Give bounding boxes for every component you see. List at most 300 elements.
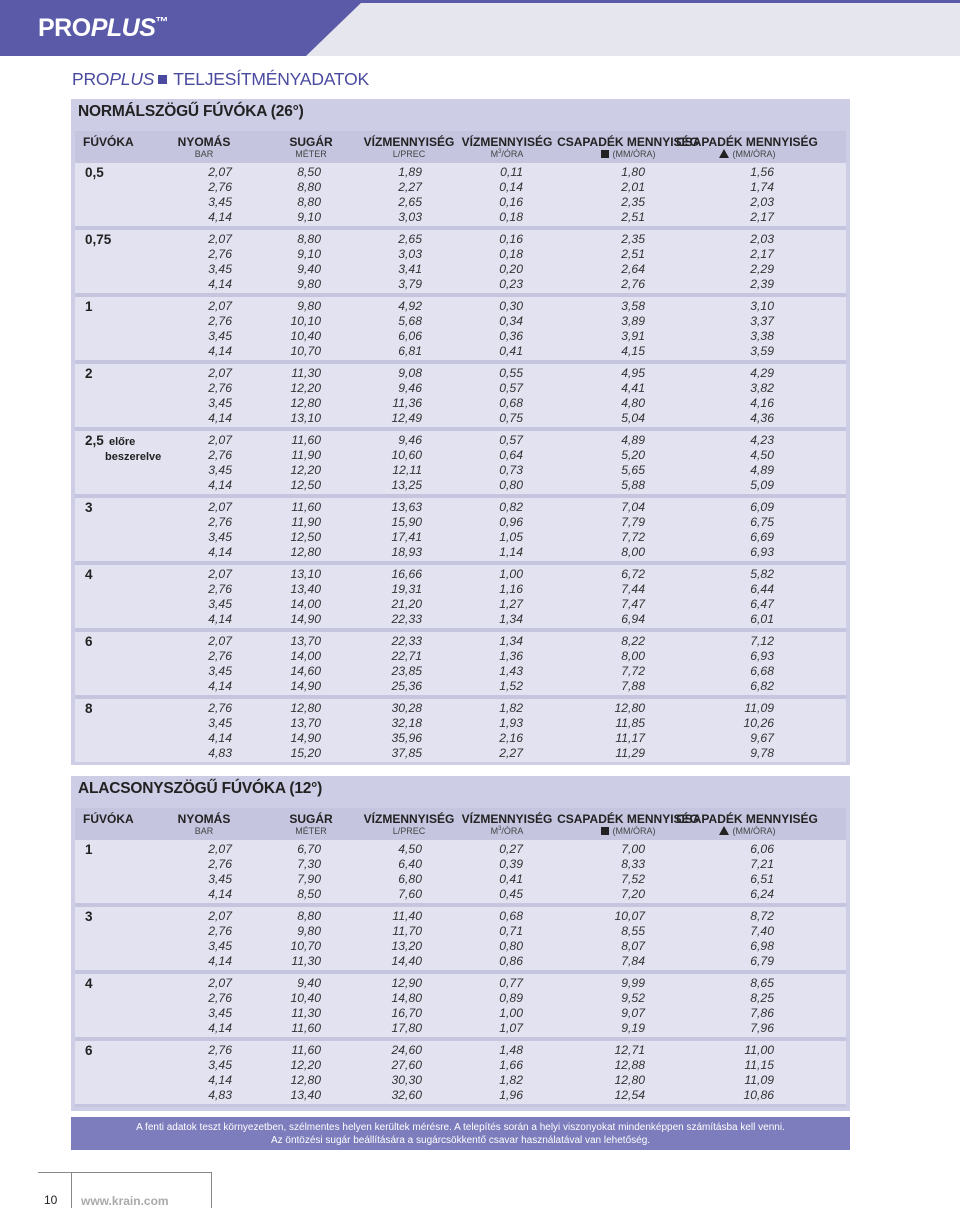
table-cell: 21,20	[391, 597, 422, 612]
nozzle-size: 0,5	[85, 165, 104, 180]
column-header: SUGÁR	[289, 135, 333, 149]
table-cell: 11,09	[744, 1073, 774, 1088]
table-cell: 1,43	[499, 664, 523, 679]
table-cell: 4,14	[208, 1073, 232, 1088]
table-cell: 0,57	[499, 381, 523, 396]
table-cell: 2,07	[208, 842, 232, 856]
table-cell: 12,80	[290, 396, 321, 411]
table-cell: 1,05	[499, 530, 523, 545]
table-cell: 12,20	[290, 381, 321, 396]
table-cell: 8,65	[750, 976, 774, 990]
table-cell: 23,85	[391, 664, 422, 679]
table-cell: 8,72	[750, 909, 774, 923]
nozzle-note: beszerelve	[105, 451, 162, 463]
table-cell: 8,00	[621, 545, 645, 560]
table-cell: 4,89	[621, 433, 645, 447]
nozzle-size: 6	[85, 1043, 93, 1058]
column-unit: (MM/ÓRA)	[548, 149, 708, 159]
column-unit: (MM/ÓRA)	[667, 149, 827, 159]
table-cell: 2,76	[208, 582, 232, 597]
table-cell: 2,35	[621, 232, 645, 246]
table-cell: 0,34	[499, 314, 523, 329]
table-cell: 1,96	[499, 1088, 523, 1103]
nozzle-group	[75, 297, 846, 360]
table-cell: 2,76	[208, 314, 232, 329]
table-cell: 11,30	[291, 954, 321, 969]
table-cell: 0,36	[499, 329, 523, 344]
table-cell: 4,14	[208, 679, 232, 694]
table-cell: 3,10	[750, 299, 774, 313]
table-cell: 2,65	[398, 195, 422, 210]
table-cell: 9,19	[621, 1021, 645, 1036]
table-cell: 4,16	[750, 396, 774, 411]
table-cell: 4,89	[750, 463, 774, 478]
nozzle-group	[75, 498, 846, 561]
table-cell: 14,60	[290, 664, 321, 679]
table-cell: 14,40	[391, 954, 422, 969]
table-cell: 8,00	[621, 649, 645, 664]
table-cell: 1,93	[499, 716, 523, 731]
square-marker-icon	[601, 827, 609, 835]
table-cell: 4,14	[208, 612, 232, 627]
nozzle-size: 4	[85, 567, 93, 582]
table-cell: 10,70	[290, 939, 321, 954]
column-header: VÍZMENNYISÉG	[363, 135, 455, 149]
table-cell: 5,20	[621, 448, 645, 463]
footer-url[interactable]: www.krain.com	[81, 1194, 169, 1208]
table-cell: 0,27	[499, 842, 523, 856]
table-cell: 14,80	[391, 991, 422, 1006]
table-cell: 5,82	[750, 567, 774, 581]
column-unit: (MM/ÓRA)	[667, 826, 827, 836]
table-cell: 11,36	[392, 396, 422, 411]
column-unit: BAR	[194, 149, 214, 159]
table-cell: 13,70	[290, 716, 321, 731]
triangle-marker-icon	[719, 149, 729, 158]
table-cell: 13,63	[391, 500, 422, 514]
table-cell: 12,71	[614, 1043, 645, 1057]
table-cell: 9,52	[621, 991, 645, 1006]
nozzle-size: 4	[85, 976, 93, 991]
table-cell: 12,80	[614, 1073, 645, 1088]
table-cell: 11,17	[615, 731, 645, 746]
nozzle-size: 0,75	[85, 232, 112, 247]
table-cell: 8,55	[621, 924, 645, 939]
nozzle-size: 3	[85, 500, 93, 515]
table-cell: 11,29	[615, 746, 645, 761]
table-cell: 1,00	[499, 1006, 523, 1021]
table-cell: 2,64	[621, 262, 645, 277]
table-cell: 6,44	[750, 582, 774, 597]
table-cell: 0,16	[499, 195, 523, 210]
table-cell: 14,90	[290, 612, 321, 627]
table-cell: 6,69	[750, 530, 774, 545]
table-cell: 2,65	[398, 232, 422, 246]
table-cell: 2,39	[750, 277, 774, 292]
table-cell: 4,29	[750, 366, 774, 380]
table-cell: 3,45	[208, 872, 232, 887]
nozzle-size: 2,5	[85, 433, 104, 448]
nozzle-group	[75, 632, 846, 695]
table-cell: 6,94	[621, 612, 645, 627]
table-cell: 2,76	[208, 857, 232, 872]
table-cell: 0,68	[499, 909, 523, 923]
table-cell: 0,20	[499, 262, 523, 277]
table-cell: 6,98	[750, 939, 774, 954]
table-cell: 2,17	[750, 210, 774, 225]
table-cell: 7,88	[621, 679, 645, 694]
table-cell: 8,80	[297, 909, 321, 923]
table-cell: 12,88	[614, 1058, 645, 1073]
table-cell: 9,99	[621, 976, 645, 990]
table-cell: 7,12	[750, 634, 774, 648]
table-cell: 1,07	[499, 1021, 523, 1036]
column-unit: $M^3$/ÓRA	[490, 149, 524, 159]
table-cell: 13,10	[290, 411, 321, 426]
table-cell: 6,40	[398, 857, 422, 872]
table-cell: 10,86	[743, 1088, 774, 1103]
column-header: VÍZMENNYISÉG	[461, 135, 553, 149]
column-unit: MÉTER	[295, 826, 327, 836]
table-cell: 1,80	[621, 165, 645, 179]
table-cell: 2,07	[208, 567, 232, 581]
table-cell: 11,90	[291, 515, 321, 530]
table-cell: 2,51	[621, 247, 645, 262]
table-cell: 6,72	[621, 567, 645, 581]
table-cell: 10,40	[290, 991, 321, 1006]
table-cell: 8,07	[621, 939, 645, 954]
table-cell: 3,45	[208, 262, 232, 277]
table-cell: 0,82	[499, 500, 523, 514]
table-cell: 2,29	[750, 262, 774, 277]
table-cell: 0,77	[499, 976, 523, 990]
table-cell: 0,75	[499, 411, 523, 426]
table-cell: 2,51	[621, 210, 645, 225]
column-header: FÚVÓKA	[83, 812, 134, 826]
table-cell: 4,15	[621, 344, 645, 359]
nozzle-group	[75, 565, 846, 628]
table-cell: 0,86	[499, 954, 523, 969]
table-cell: 3,45	[208, 463, 232, 478]
table-cell: 3,37	[750, 314, 774, 329]
table-cell: 7,00	[621, 842, 645, 856]
table-cell: 2,76	[208, 649, 232, 664]
table-cell: 11,30	[291, 366, 321, 380]
table-cell: 2,76	[208, 515, 232, 530]
table-cell: 12,20	[290, 1058, 321, 1073]
table-cell: 17,80	[391, 1021, 422, 1036]
table-cell: 0,41	[499, 872, 523, 887]
table-cell: 0,89	[499, 991, 523, 1006]
table-cell: 10,60	[391, 448, 422, 463]
column-header: FÚVÓKA	[83, 135, 134, 149]
column-unit: L/PREC	[392, 826, 426, 836]
brand-logo: PROPLUS™	[38, 14, 168, 42]
table-cell: 7,72	[621, 664, 645, 679]
table-cell: 11,00	[744, 1043, 774, 1057]
header-rule	[306, 0, 960, 3]
table-cell: 2,07	[208, 165, 232, 179]
table-cell: 3,45	[208, 716, 232, 731]
table-cell: 12,50	[290, 530, 321, 545]
table-cell: 3,03	[398, 247, 422, 262]
table-cell: 0,41	[499, 344, 523, 359]
table-cell: 6,06	[398, 329, 422, 344]
table-cell: 22,33	[391, 634, 422, 648]
table-cell: 10,40	[290, 329, 321, 344]
table-cell: 35,96	[391, 731, 422, 746]
table-cell: 6,68	[750, 664, 774, 679]
table-cell: 7,21	[750, 857, 774, 872]
table-cell: 0,39	[499, 857, 523, 872]
table-cell: 13,40	[290, 582, 321, 597]
table-cell: 2,03	[750, 195, 774, 210]
table-cell: 4,14	[208, 411, 232, 426]
table-cell: 22,71	[391, 649, 422, 664]
table-cell: 11,15	[744, 1058, 774, 1073]
table-cell: 9,80	[297, 924, 321, 939]
nozzle-group	[75, 431, 846, 494]
table-cell: 2,76	[208, 448, 232, 463]
table-cell: 30,28	[391, 701, 422, 715]
table-cell: 3,45	[208, 939, 232, 954]
table-cell: 9,10	[297, 210, 321, 225]
table-cell: 1,00	[499, 567, 523, 581]
table-cell: 6,01	[750, 612, 774, 627]
table-cell: 4,14	[208, 277, 232, 292]
table-cell: 10,70	[290, 344, 321, 359]
table-cell: 2,76	[208, 1043, 232, 1057]
table-cell: 2,76	[208, 247, 232, 262]
header-brand-angle	[306, 0, 364, 56]
column-header: CSAPADÉK MENNYISÉG	[676, 812, 818, 826]
table-cell: 4,50	[398, 842, 422, 856]
table-cell: 10,07	[614, 909, 645, 923]
table-cell: 4,36	[750, 411, 774, 426]
table-cell: 12,20	[290, 463, 321, 478]
table-cell: 7,20	[621, 887, 645, 902]
table-cell: 3,45	[208, 195, 232, 210]
column-header: VÍZMENNYISÉG	[461, 812, 553, 826]
table-cell: 1,56	[750, 165, 774, 179]
table-cell: 2,27	[398, 180, 422, 195]
table-cell: 22,33	[391, 612, 422, 627]
table-cell: 4,14	[208, 344, 232, 359]
table-cell: 6,80	[398, 872, 422, 887]
table-cell: 6,47	[750, 597, 774, 612]
table-cell: 11,70	[392, 924, 422, 939]
table-cell: 11,85	[615, 716, 645, 731]
table-cell: 6,51	[750, 872, 774, 887]
table-cell: 11,60	[291, 500, 321, 514]
table-cell: 3,03	[398, 210, 422, 225]
table-cell: 6,81	[398, 344, 422, 359]
table-cell: 16,66	[391, 567, 422, 581]
table-cell: 4,14	[208, 545, 232, 560]
table-cell: 32,18	[391, 716, 422, 731]
table-cell: 7,96	[750, 1021, 774, 1036]
table-cell: 14,00	[290, 597, 321, 612]
column-header: CSAPADÉK MENNYISÉG	[676, 135, 818, 149]
table-cell: 10,26	[743, 716, 774, 731]
table-cell: 7,72	[621, 530, 645, 545]
table-cell: 1,74	[750, 180, 774, 195]
table-cell: 12,80	[290, 1073, 321, 1088]
column-header: VÍZMENNYISÉG	[363, 812, 455, 826]
table-cell: 13,20	[391, 939, 422, 954]
table-cell: 7,60	[398, 887, 422, 902]
table-cell: 2,27	[499, 746, 523, 761]
table-cell: 0,23	[499, 277, 523, 292]
table-cell: 0,11	[500, 165, 523, 179]
table-cell: 3,38	[750, 329, 774, 344]
table-cell: 12,54	[614, 1088, 645, 1103]
table-cell: 3,45	[208, 597, 232, 612]
table-cell: 6,06	[750, 842, 774, 856]
table-cell: 3,45	[208, 664, 232, 679]
table-cell: 11,90	[291, 448, 321, 463]
table-cell: 7,52	[621, 872, 645, 887]
table-cell: 7,79	[621, 515, 645, 530]
table-cell: 3,58	[621, 299, 645, 313]
table-cell: 6,75	[750, 515, 774, 530]
table-cell: 4,83	[208, 1088, 232, 1103]
page-title: PROPLUS TELJESÍTMÉNYADATOK	[72, 69, 369, 89]
table-cell: 0,45	[499, 887, 523, 902]
table-cell: 37,85	[391, 746, 422, 761]
table-cell: 0,80	[499, 939, 523, 954]
table-cell: 9,67	[750, 731, 774, 746]
nozzle-note: előre	[109, 436, 136, 448]
table-cell: 2,03	[750, 232, 774, 246]
table-body	[75, 131, 846, 761]
table-cell: 5,65	[621, 463, 645, 478]
table-cell: 9,10	[297, 247, 321, 262]
nozzle-size: 6	[85, 634, 93, 649]
column-header: CSAPADÉK MENNYISÉG	[557, 812, 699, 826]
table-cell: 2,35	[621, 195, 645, 210]
table-cell: 0,18	[499, 247, 523, 262]
table-cell: 4,95	[621, 366, 645, 380]
table-cell: 2,76	[621, 277, 645, 292]
table-cell: 0,14	[499, 180, 523, 195]
table-cell: 0,96	[499, 515, 523, 530]
nozzle-size: 8	[85, 701, 93, 716]
table-cell: 1,27	[499, 597, 523, 612]
table-cell: 5,68	[398, 314, 422, 329]
table-cell: 8,33	[621, 857, 645, 872]
table-cell: 2,07	[208, 299, 232, 313]
table-cell: 3,45	[208, 1006, 232, 1021]
table-cell: 2,16	[499, 731, 523, 746]
table-cell: 0,68	[499, 396, 523, 411]
table-cell: 4,14	[208, 954, 232, 969]
table-cell: 2,07	[208, 976, 232, 990]
table-cell: 0,55	[499, 366, 523, 380]
square-marker-icon	[601, 150, 609, 158]
table-cell: 16,70	[391, 1006, 422, 1021]
column-unit: MÉTER	[295, 149, 327, 159]
table-cell: 1,66	[499, 1058, 523, 1073]
table-cell: 11,60	[291, 1021, 321, 1036]
table-cell: 15,20	[290, 746, 321, 761]
table-cell: 7,44	[621, 582, 645, 597]
table-cell: 2,07	[208, 634, 232, 648]
table-cell: 18,93	[391, 545, 422, 560]
table-cell: 2,76	[208, 381, 232, 396]
table-cell: 6,82	[750, 679, 774, 694]
table-cell: 9,40	[297, 976, 321, 990]
nozzle-group	[75, 907, 846, 970]
table-cell: 5,88	[621, 478, 645, 493]
table-cell: 0,30	[499, 299, 523, 313]
table-cell: 27,60	[391, 1058, 422, 1073]
table-cell: 2,76	[208, 924, 232, 939]
table-cell: 7,40	[750, 924, 774, 939]
table-cell: 7,04	[621, 500, 645, 514]
table-cell: 3,45	[208, 329, 232, 344]
table-cell: 1,16	[499, 582, 523, 597]
table-cell: 1,82	[499, 1073, 523, 1088]
nozzle-group	[75, 840, 846, 903]
table-cell: 14,00	[290, 649, 321, 664]
table-cell: 3,45	[208, 1058, 232, 1073]
table-cell: 2,76	[208, 991, 232, 1006]
table-cell: 0,18	[499, 210, 523, 225]
table-cell: 9,07	[621, 1006, 645, 1021]
table-cell: 8,25	[750, 991, 774, 1006]
table-cell: 19,31	[391, 582, 422, 597]
column-unit: L/PREC	[392, 149, 426, 159]
table-cell: 7,47	[621, 597, 645, 612]
table-cell: 2,17	[750, 247, 774, 262]
table-cell: 4,14	[208, 1021, 232, 1036]
table-cell: 4,41	[621, 381, 645, 396]
table-cell: 0,16	[499, 232, 523, 246]
table-cell: 5,09	[750, 478, 774, 493]
table-cell: 7,86	[750, 1006, 774, 1021]
page-number: 10	[44, 1193, 58, 1207]
table-cell: 1,34	[499, 612, 523, 627]
table-cell: 9,46	[398, 381, 422, 396]
table-cell: 9,40	[297, 262, 321, 277]
table-cell: 11,60	[291, 1043, 321, 1057]
table-cell: 14,90	[290, 731, 321, 746]
nozzle-group	[75, 1041, 846, 1104]
table-cell: 1,36	[499, 649, 523, 664]
footnote: A fenti adatok teszt környezetben, szélmentes helyen kerültek mérésre. A telepítés során a helyi viszonyokat mindenképpen számításba kell venni. Az öntözési sugár beállítására a sugárcsökkentő csavar használatával van lehetőség.	[71, 1117, 850, 1150]
table-cell: 12,90	[391, 976, 422, 990]
table-cell: 1,34	[499, 634, 523, 648]
table-cell: 24,60	[391, 1043, 422, 1057]
table-cell: 4,14	[208, 210, 232, 225]
table-cell: 9,80	[297, 277, 321, 292]
table-cell: 7,84	[621, 954, 645, 969]
table-cell: 3,41	[398, 262, 422, 277]
table-cell: 3,89	[621, 314, 645, 329]
table-cell: 0,57	[499, 433, 523, 447]
table-cell: 4,14	[208, 887, 232, 902]
table-cell: 13,10	[290, 567, 321, 581]
table-cell: 6,93	[750, 649, 774, 664]
table-cell: 13,40	[290, 1088, 321, 1103]
table-cell: 2,07	[208, 500, 232, 514]
column-header: NYOMÁS	[177, 135, 231, 149]
table-body	[75, 808, 846, 1107]
table-cell: 2,07	[208, 433, 232, 447]
table-cell: 13,70	[290, 634, 321, 648]
table-cell: 4,92	[398, 299, 422, 313]
